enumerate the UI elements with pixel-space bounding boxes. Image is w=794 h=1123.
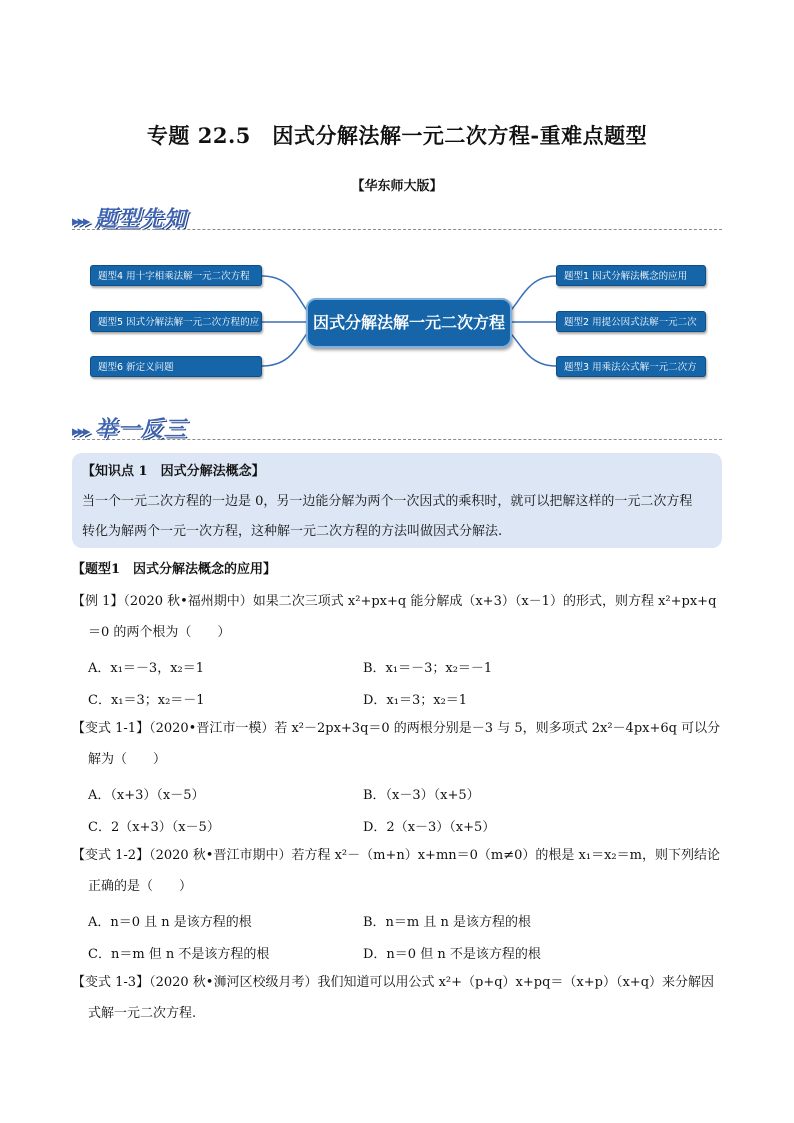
edition-label: 【华东师大版】 xyxy=(351,179,443,194)
variant2-option-a: A．n＝0 且 n 是该方程的根 xyxy=(88,915,252,930)
variant1-stem-line2: 解为（ ） xyxy=(88,752,167,767)
variant2-stem-line1: 【变式 1-2】（2020 秋•晋江市期中）若方程 x²－（m+n）x+mn＝0（m≠0）的根是 x₁＝x₂＝m，则下列结论 xyxy=(72,848,720,863)
mindmap-center-node: 因式分解法解一元二次方程 xyxy=(306,298,512,348)
example1-stem-line2: ＝0 的两个根为（ ） xyxy=(88,625,231,640)
variant1-option-a: A．（x+3）（x－5） xyxy=(88,788,205,803)
mindmap-node-type1: 题型1 因式分解法概念的应用 xyxy=(556,265,706,286)
section-divider xyxy=(72,229,722,230)
example1-option-d: D．x₁＝3；x₂＝1 xyxy=(363,693,468,708)
page-title: 专题 22.5 因式分解法解一元二次方程-重难点题型 xyxy=(146,123,648,148)
variant3-stem-line1: 【变式 1-3】（2020 秋•浉河区校级月考）我们知道可以用公式 x²+（p+q）x+pq＝（x+p）（x+q）来分解因 xyxy=(72,975,715,990)
mindmap-node-type2: 题型2 用提公因式法解一元二次方程 xyxy=(556,311,706,332)
variant2-option-c: C．n＝m 但 n 不是该方程的根 xyxy=(88,947,270,962)
triple-arrow-icon: ▸▸▸ xyxy=(72,422,89,440)
variant1-stem-line1: 【变式 1-1】（2020•晋江市一模）若 x²－2px+3q＝0 的两根分别是－3 与 5，则多项式 2x²－4px+6q 可以分 xyxy=(72,721,721,736)
banner-practice: ▸▸▸ 举一反三 xyxy=(72,416,187,442)
variant1-option-d: D．2（x－3）（x+5） xyxy=(363,820,496,835)
knowledge-title: 【知识点 1 因式分解法概念】 xyxy=(82,464,265,479)
mindmap-node-type4: 题型4 用十字相乘法解一元二次方程 xyxy=(90,265,262,286)
section-title-type1: 【题型1 因式分解法概念的应用】 xyxy=(72,562,277,577)
mindmap-node-type6: 题型6 新定义问题 xyxy=(90,356,262,377)
variant2-stem-line2: 正确的是（ ） xyxy=(88,879,193,894)
variant2-option-b: B．n＝m 且 n 是该方程的根 xyxy=(363,915,532,930)
example1-option-c: C．x₁＝3；x₂＝－1 xyxy=(88,693,205,708)
knowledge-text-line1: 当一个一元二次方程的一边是 0，另一边能分解为两个一次因式的乘积时，就可以把解这样的一元二次方程 xyxy=(82,494,693,509)
example1-stem-line1: 【例 1】（2020 秋•福州期中）如果二次三项式 x²+px+q 能分解成（x+3）（x－1）的形式，则方程 x²+px+q xyxy=(72,594,717,609)
section-divider xyxy=(72,439,722,440)
variant3-stem-line2: 式解一元二次方程. xyxy=(88,1006,197,1021)
mindmap-node-type5: 题型5 因式分解法解一元二次方程的应用 xyxy=(90,311,262,332)
variant1-option-b: B．（x－3）（x+5） xyxy=(363,788,480,803)
example1-option-a: A．x₁＝－3，x₂＝1 xyxy=(88,661,205,676)
variant1-option-c: C．2（x+3）（x－5） xyxy=(88,820,220,835)
banner-question-types: ▸▸▸ 题型先知 xyxy=(72,206,187,232)
variant2-option-d: D．n＝0 但 n 不是该方程的根 xyxy=(363,947,541,962)
knowledge-text-line2: 转化为解两个一元一次方程，这种解一元二次方程的方法叫做因式分解法. xyxy=(82,524,503,539)
mindmap-node-type3: 题型3 用乘法公式解一元二次方程 xyxy=(556,356,706,377)
triple-arrow-icon: ▸▸▸ xyxy=(72,212,89,230)
example1-option-b: B．x₁＝－3；x₂＝－1 xyxy=(363,661,493,676)
